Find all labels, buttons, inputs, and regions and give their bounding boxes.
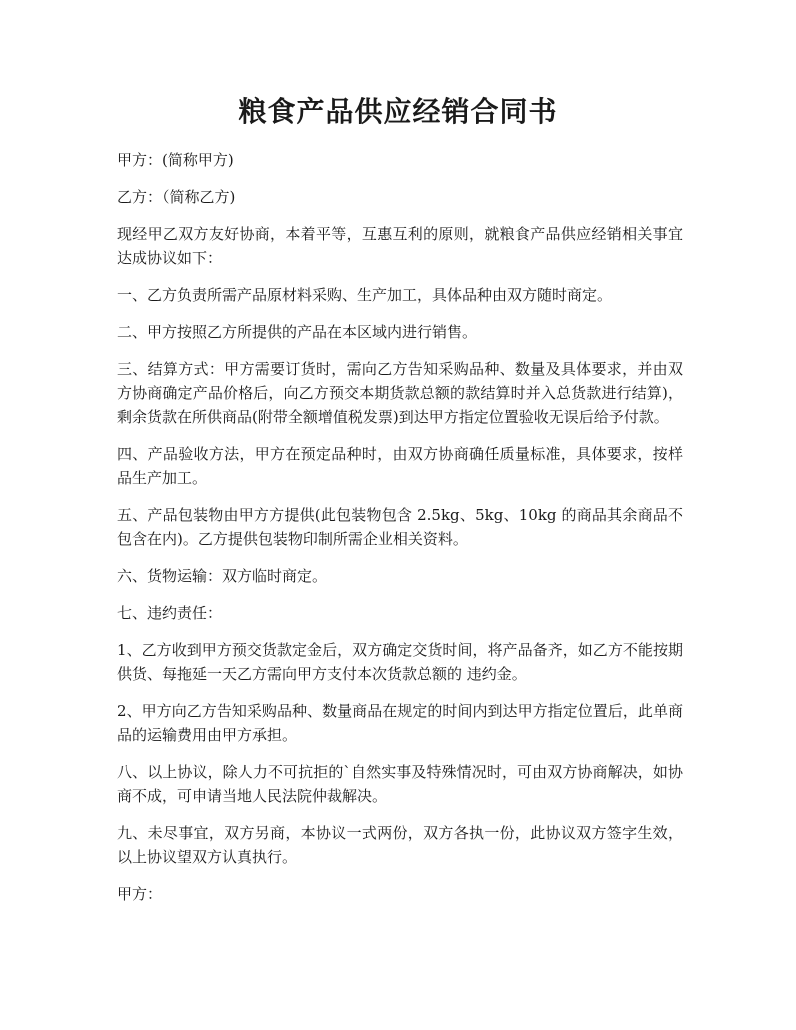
preamble-paragraph: 现经甲乙双方友好协商，本着平等，互惠互利的原则，就粮食产品供应经销相关事宜达成协议如下： xyxy=(117,225,683,267)
document-title: 粮食产品供应经销合同书 xyxy=(238,95,558,128)
liability-item-2: 2、甲方向乙方告知采购品种、数量商品在规定的时间内到达甲方指定位置后，此单商品的运输费用由甲方承担。 xyxy=(117,702,683,744)
clause-7-liability-heading: 七、违约责任： xyxy=(117,604,223,622)
clause-5-packaging: 五、产品包装物由甲方方提供(此包装物包含 2.5kg、5kg、10kg 的商品其余商品不包含在内)。乙方提供包装物印制所需企业相关资料。 xyxy=(117,506,683,548)
clause-2: 二、甲方按照乙方所提供的产品在本区域内进行销售。 xyxy=(117,323,478,341)
document-body xyxy=(117,148,683,919)
clause-9-misc: 九、未尽事宜，双方另商，本协议一式两份，双方各执一份，此协议双方签字生效，以上协议望双方认真执行。 xyxy=(117,824,683,866)
liability-item-1: 1、乙方收到甲方预交货款定金后，双方确定交货时间，将产品备齐，如乙方不能按期供货、每拖延一天乙方需向甲方支付本次货款总额的 违约金。 xyxy=(117,641,683,683)
clause-1: 一、乙方负责所需产品原材料采购、生产加工，具体品种由双方随时商定。 xyxy=(117,286,613,304)
signature-party-a: 甲方： xyxy=(117,885,163,903)
clause-4-acceptance: 四、产品验收方法，甲方在预定品种时，由双方协商确任质量标准，具体要求，按样品生产加工。 xyxy=(117,445,683,487)
clause-6-transport: 六、货物运输：双方临时商定。 xyxy=(117,567,328,585)
clause-3-settlement: 三、结算方式：甲方需要订货时，需向乙方告知采购品种、数量及具体要求，并由双方协商确定产品价格后，向乙方预交本期货款总额的款结算时并入总货款进行结算)，剩余货款在所供商品(附带全额增值税发票)到达甲方指定位置验收无误后给予付款。 xyxy=(117,360,683,426)
party-a-line: 甲方：(简称甲方) xyxy=(117,151,234,169)
party-b-line: 乙方：（简称乙方) xyxy=(117,188,236,206)
clause-8-disputes: 八、以上协议，除人力不可抗拒的`自然实事及特殊情况时，可由双方协商解决，如协商不成，可申请当地人民法院仲裁解决。 xyxy=(117,763,683,805)
